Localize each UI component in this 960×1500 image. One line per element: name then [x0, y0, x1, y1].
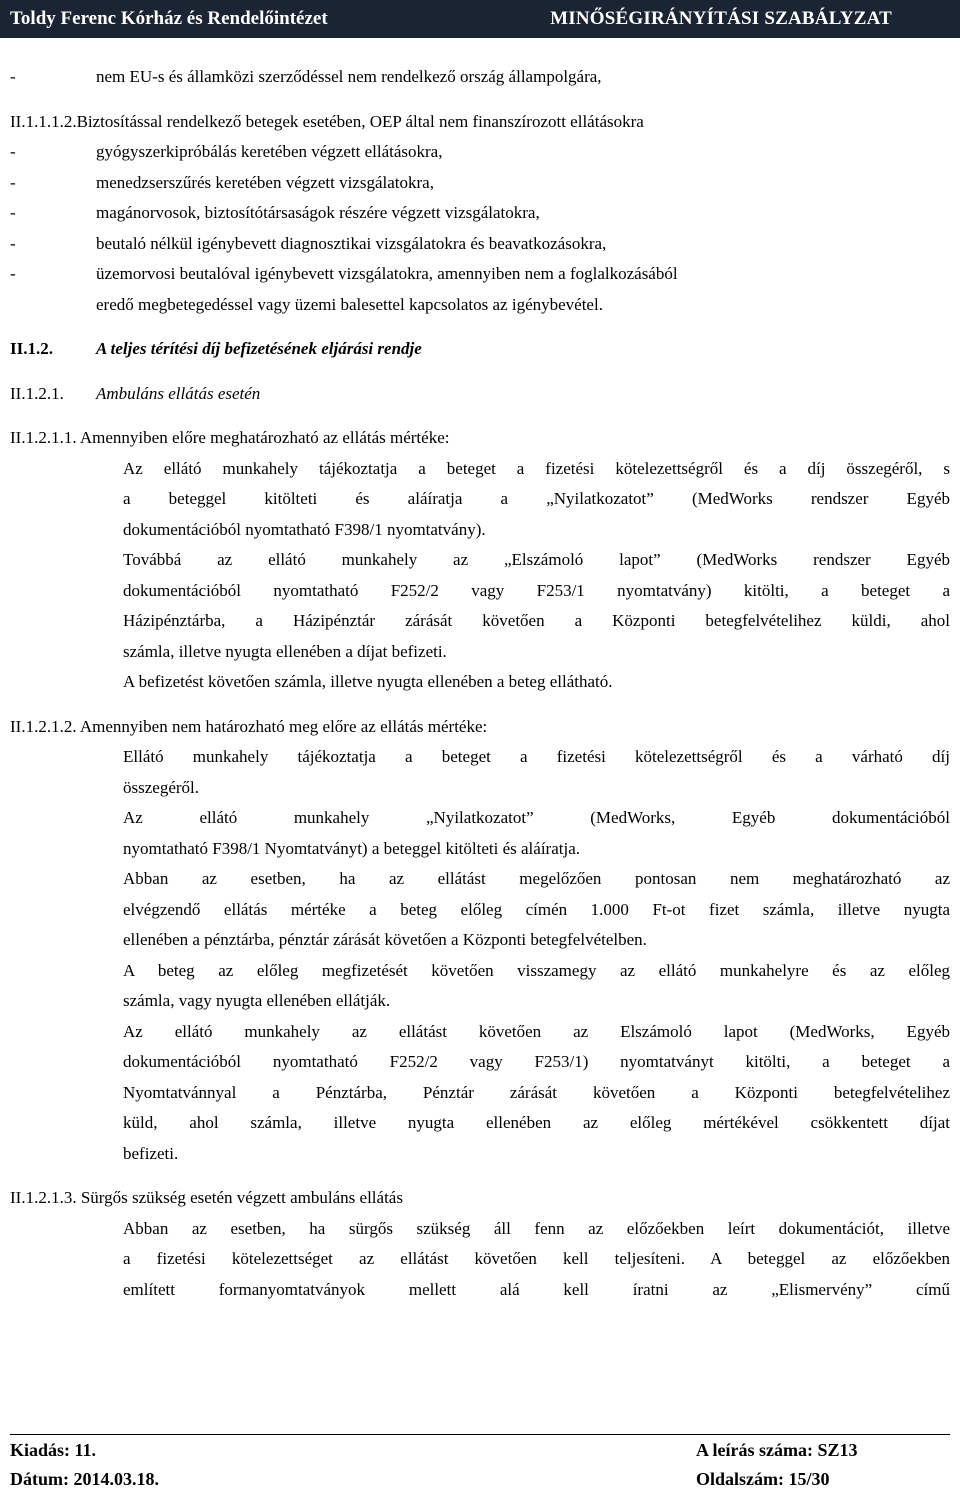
paragraph-line: elvégzendő ellátás mértéke a beteg előleg címén 1.000 Ft-ot fizet számla, illetve nyugta	[123, 899, 950, 919]
paragraph-line: említett formanyomtatványok mellett alá kell íratni az „Elismervény” című	[123, 1279, 950, 1299]
institution-name: Toldy Ferenc Kórház és Rendelőintézet	[10, 8, 328, 29]
paragraph-line: Továbbá az ellátó munkahely az „Elszámoló lapot” (MedWorks rendszer Egyéb	[123, 550, 950, 569]
paragraph-line: A befizetést követően számla, illetve nyugta ellenében a beteg ellátható.	[123, 672, 613, 691]
page-number: Oldalszám: 15/30	[696, 1469, 830, 1489]
paragraph-line: Abban az esetben, ha az ellátást megelőzően pontosan nem meghatározható az	[123, 869, 950, 888]
paragraph-line: a fizetési kötelezettséget az ellátást követően kell teljesíteni. A beteggel az előzőekben	[123, 1249, 950, 1268]
list-item: - menedzserszűrés keretében végzett vizsgálatokra,	[10, 172, 434, 192]
document-number: A leírás száma: SZ13	[696, 1440, 858, 1460]
paragraph-line: ellenében a pénztárba, pénztár zárását követően a Központi betegfelvételben.	[123, 930, 647, 949]
document-body	[10, 62, 950, 1305]
section-heading: II.1.2. A teljes térítési díj befizetésének eljárási rendje	[10, 339, 422, 358]
paragraph-line: számla, illetve nyugta ellenében a díjat befizeti.	[123, 641, 447, 661]
list-item: - gyógyszerkipróbálás keretében végzett ellátásokra,	[10, 142, 443, 161]
paragraph-line: dokumentációból nyomtatható F252/2 vagy F253/1) nyomtatványt kitölti, a beteget a	[123, 1052, 950, 1071]
paragraph-line: összegéről.	[123, 777, 200, 797]
page-header	[0, 0, 960, 38]
paragraph-line: Az ellátó munkahely „Nyilatkozatot” (MedWorks, Egyéb dokumentációból	[123, 808, 950, 827]
paragraph-line: dokumentációból nyomtatható F398/1 nyomtatvány).	[123, 519, 486, 539]
list-item: - nem EU-s és államközi szerződéssel nem rendelkező ország állampolgára,	[10, 67, 602, 86]
list-item: - beutaló nélkül igénybevett diagnosztikai vizsgálatokra és beavatkozásokra,	[10, 233, 607, 253]
list-item: - üzemorvosi beutalóval igénybevett vizsgálatokra, amennyiben nem a foglalkozásából	[10, 264, 678, 283]
paragraph-line: dokumentációból nyomtatható F252/2 vagy F253/1 nyomtatvány) kitölti, a beteget a	[123, 580, 950, 600]
paragraph-line: számla, vagy nyugta ellenében ellátják.	[123, 991, 391, 1010]
paragraph-line: a beteggel kitölteti és aláíratja a „Nyilatkozatot” (MedWorks rendszer Egyéb	[123, 489, 950, 508]
edition: Kiadás: 11.	[10, 1440, 97, 1460]
paragraph-line: befizeti.	[123, 1143, 179, 1163]
paragraph-line: Az ellátó munkahely az ellátást követően az Elszámoló lapot (MedWorks, Egyéb	[123, 1021, 950, 1041]
paragraph-line: küld, ahol számla, illetve nyugta ellenében az előleg mértékével csökkentett díjat	[123, 1113, 950, 1132]
paragraph-line: Az ellátó munkahely tájékoztatja a beteget a fizetési kötelezettségről és a díj összegéről, s	[123, 458, 950, 478]
paragraph-line: A beteg az előleg megfizetését követően visszamegy az ellátó munkahelyre és az előleg	[123, 960, 950, 980]
paragraph-line: Házipénztárba, a Házipénztár zárását követően a Központi betegfelvételihez küldi, ahol	[123, 611, 950, 630]
footer-divider	[10, 1434, 950, 1435]
subsection-heading: II.1.2.1. Ambuláns ellátás esetén	[10, 383, 261, 403]
section-title: II.1.1.1.2.Biztosítással rendelkező betegek esetében, OEP által nem finanszírozott ellátásokra	[10, 111, 644, 131]
paragraph-heading: II.1.2.1.1. Amennyiben előre meghatározható az ellátás mértéke:	[10, 428, 450, 447]
issue-date: Dátum: 2014.03.18.	[10, 1469, 159, 1489]
document-type: MINŐSÉGIRÁNYÍTÁSI SZABÁLYZAT	[550, 8, 892, 29]
paragraph-line: Ellátó munkahely tájékoztatja a beteget a fizetési kötelezettségről és a várható díj	[123, 747, 950, 766]
paragraph-heading: II.1.2.1.2. Amennyiben nem határozható meg előre az ellátás mértéke:	[10, 716, 488, 736]
paragraph-line: Abban az esetben, ha sürgős szükség áll fenn az előzőekben leírt dokumentációt, illetve	[123, 1218, 950, 1238]
paragraph-line: Nyomtatvánnyal a Pénztárba, Pénztár zárását követően a Központi betegfelvételihez	[123, 1082, 950, 1102]
list-item-continuation: eredő megbetegedéssel vagy üzemi balesettel kapcsolatos az igénybevétel.	[96, 294, 603, 314]
paragraph-heading: II.1.2.1.3. Sürgős szükség esetén végzett ambuláns ellátás	[10, 1188, 403, 1207]
list-item: - magánorvosok, biztosítótársaságok részére végzett vizsgálatokra,	[10, 203, 540, 222]
paragraph-line: nyomtatható F398/1 Nyomtatványt) a beteggel kitölteti és aláíratja.	[123, 838, 580, 858]
page-footer	[10, 1436, 950, 1494]
